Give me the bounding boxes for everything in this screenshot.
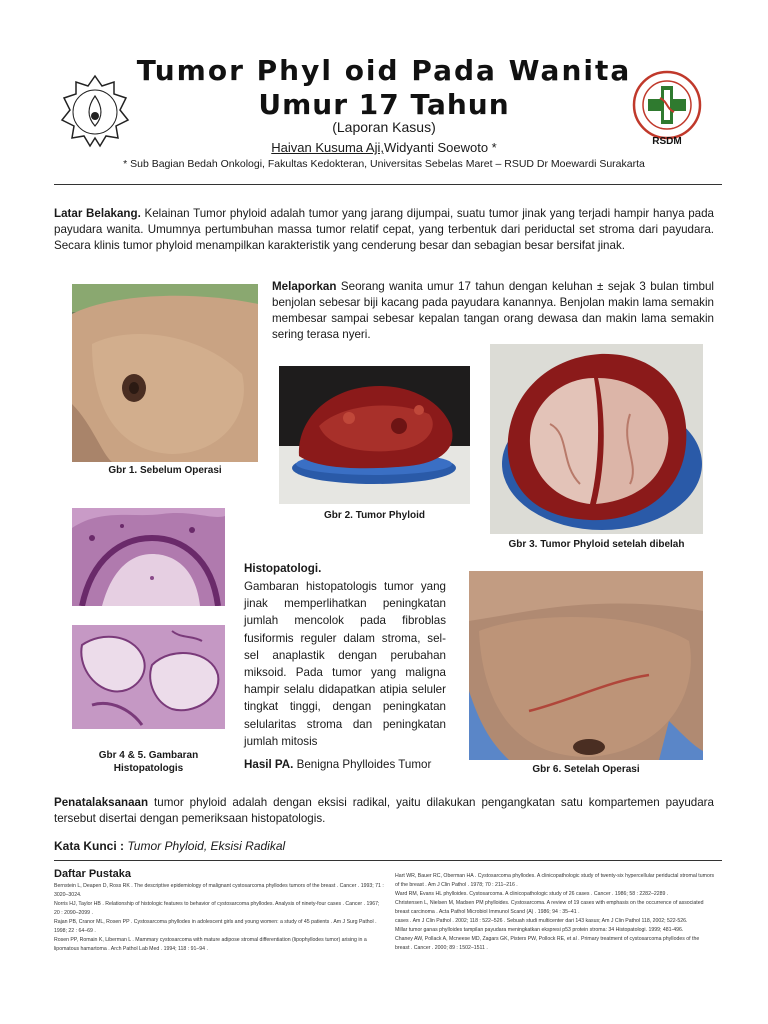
figure-6-photo	[469, 571, 703, 760]
figure-3-photo	[490, 344, 703, 534]
references-left-column	[54, 882, 384, 954]
reference-item: Ward RM, Evans HL phylloides. Cystosarcoma. A clinicopathologic study of 26 cases . Cancer . 1986; 58 : 2282–2289 .	[395, 891, 669, 897]
figure-4-5-caption-line-1: Gbr 4 & 5. Gambaran	[98, 750, 199, 761]
figure-1-caption: Gbr 1. Sebelum Operasi	[108, 465, 222, 476]
author-2: Widyanti Soewoto *	[384, 140, 497, 155]
hospital-logo-label: RSDM	[652, 136, 682, 147]
reference-item: Christensen L, Nielsen M, Madsen PM phylloides. Cystosarcoma. A review of 19 cases with emphasis on the occurrence of associated breast carcinoma . Acta Pathol Microbiol Immunol Scand (A) . 1986; 94 : 35–41 .	[395, 900, 704, 915]
keywords-label: Kata Kunci :	[54, 839, 125, 853]
report-label: Melaporkan	[272, 280, 337, 293]
background-paragraph	[54, 206, 714, 254]
background-text: Kelainan Tumor phyloid adalah tumor yang jarang dijumpai, suatu tumor jinak yang terjadi hampir hanya pada payudara wanita. Umumnya pertumbuhan massa tumor relatif cepat, yang terbentuk dari periductal set stroma dari payudara. Secara klinis tumor phyloid menampilkan karakteristik yang cenderung besar dan sebagian besar bersifat jinak.	[54, 207, 715, 252]
figure-5-photo	[72, 625, 225, 729]
reference-item: Norris HJ, Taylor HB . Relationship of histologic features to behavior of cystosarcoma phyllodes. Analysis of ninety-four cases . Cancer . 1967; 20 : 2090–2099 .	[54, 901, 380, 916]
figure-2-photo	[279, 366, 470, 504]
result-label: Hasil PA.	[244, 758, 294, 771]
histo-text: Gambaran histopatologis tumor yang jinak memperlihatkan peningkatan jumlah mencolok pada fibroblas fusiformis reguler dalam stroma, sel-sel anaplastik dengan perubahan miksoid. Pada tumor yang maligna hampir selalu didapatkan atipia seluler tingkat tinggi, dengan peningkatan selularitas stroma dan peningkatan jumlah mitosis	[244, 580, 446, 748]
histo-heading: Histopatologi.	[244, 562, 322, 575]
references-title: Daftar Pustaka	[54, 868, 132, 880]
keywords-line	[54, 838, 714, 854]
result-line	[244, 757, 464, 773]
author-1: Haivan Kusuma Aji,	[271, 140, 384, 155]
management-label: Penatalaksanaan	[54, 796, 149, 809]
reference-item: cases . Am J Clin Pathol . 2002; 118 : 522–526 . Sebuah studi multicenter dari 143 kasus; Am J Clin Pathol 118, 2002; 522-526.	[395, 918, 688, 924]
figure-2-caption: Gbr 2. Tumor Phyloid	[324, 510, 425, 521]
subtitle: (Laporan Kasus)	[332, 119, 436, 135]
reference-item: Hart WR, Bauer RC, Oberman HA . Cystosarcoma phyllodes. A clinicopathologic study of twenty-six hypercellular periductal stromal tumors of the breast . Am J Clin Pathol . 1978; 70 : 211–216 .	[395, 873, 715, 888]
report-paragraph	[272, 279, 714, 343]
figure-4-photo	[72, 508, 225, 606]
authors	[0, 140, 768, 155]
management-text: tumor phyloid adalah dengan eksisi radikal, yaitu dilakukan pengangkatan satu kompartemen payudara tersebut disertai dengan pemeriksaan histopatologis.	[54, 796, 714, 825]
figure-6-caption: Gbr 6. Setelah Operasi	[532, 764, 640, 775]
figure-4-5-caption	[72, 749, 225, 775]
references-divider	[54, 860, 722, 861]
title-line-2: Umur 17 Tahun	[258, 88, 510, 121]
keywords-text: Tumor Phyloid, Eksisi Radikal	[124, 839, 286, 853]
result-text: Benigna Phylloides Tumor	[293, 758, 432, 771]
reference-item: Rajan PB, Cranor ML, Rosen PP . Cystosarcoma phyllodes in adolescent girls and young women: a study of 45 patients . Am J Surg Pathol . 1998; 22 : 64–69 .	[54, 919, 377, 934]
reference-item: Rosen PP, Romain K, Liberman L . Mammary cystosarcoma with mature adipose stromal differentiation (lipophyllodes tumor) arising in a lipomatous hamartoma . Arch Pathol Lab Med . 1994; 118 : 91–94 .	[54, 937, 367, 952]
reference-item: Bernstein L, Deapen D, Ross RK . The descriptive epidemiology of malignant cystosarcoma phyllodes tumors of the breast . Cancer . 1993; 71 : 3020–3024.	[54, 883, 384, 898]
header-divider	[54, 184, 722, 185]
background-label: Latar Belakang.	[54, 207, 141, 220]
affiliation: * Sub Bagian Bedah Onkologi, Fakultas Kedokteran, Universitas Sebelas Maret – RSUD Dr Moewardi Surakarta	[123, 158, 645, 170]
title-line-1: Tumor Phyl oid Pada Wanita	[136, 54, 632, 87]
reference-item: Millar tumor ganas phylloides tampilan payudara meningkatkan ekspresi p53 protein stroma: 34 Histopatologi. 1999; 481-496.	[395, 927, 684, 933]
report-text: Seorang wanita umur 17 tahun dengan keluhan ± sejak 3 bulan timbul benjolan sebesar biji kacang pada payudara kanannya. Benjolan makin lama semakin membesar sampai sebesar kepalan tangan orang dewasa dan makin lama semakin sering terasa nyeri.	[272, 280, 714, 341]
figure-1-photo	[72, 284, 258, 462]
references-right-column	[395, 872, 715, 953]
figure-4-5-caption-line-2: Histopatologis	[113, 763, 184, 774]
reference-item: Chaney AW, Pollack A, Mcneese MD, Zagars GK, Pisters PW, Pollock RE, et al . Primary treatment of cystosarcoma phyllodes of the breast . Cancer . 2000; 89 : 1502–1511 .	[395, 936, 700, 951]
figure-3-caption: Gbr 3. Tumor Phyloid setelah dibelah	[508, 539, 685, 550]
management-paragraph	[54, 795, 714, 827]
